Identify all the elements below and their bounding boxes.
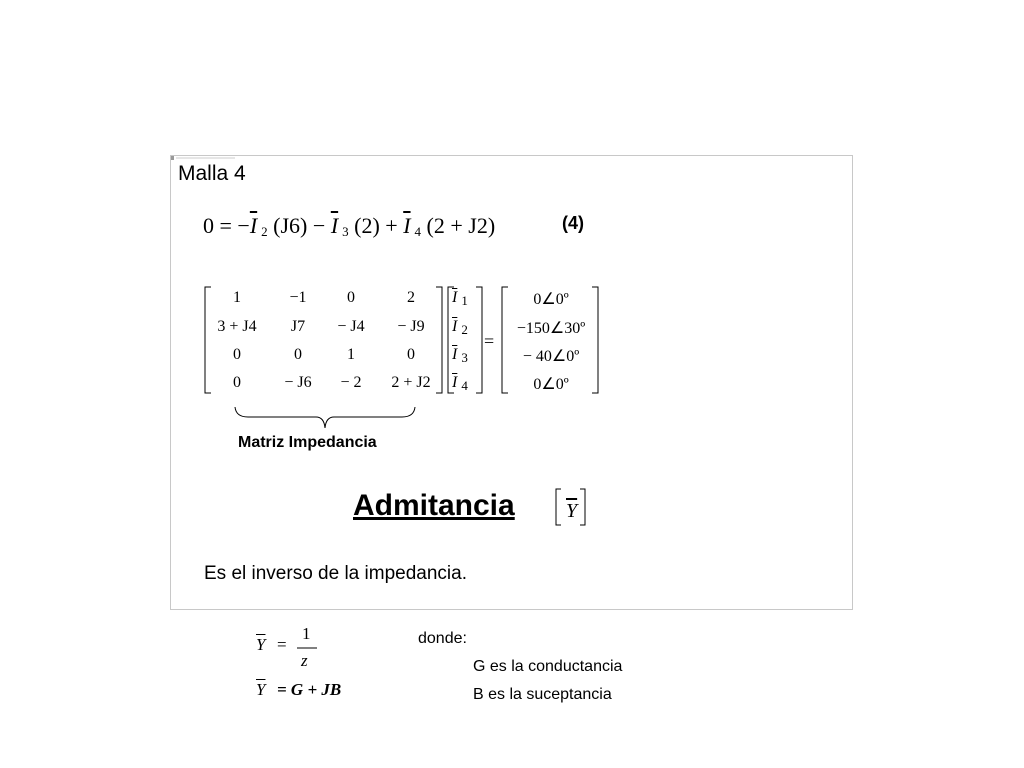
matrix-cell: J7 [290, 318, 306, 335]
eq-sub-2: 2 [261, 224, 268, 239]
matrix-cell: 0 [347, 289, 355, 306]
matrix-cell: 1 [347, 346, 355, 363]
formula-denominator: z [301, 651, 308, 670]
fraction-bar [297, 647, 317, 650]
admitancia-symbol: $\overline{Y}$ [566, 500, 578, 522]
matrix-cell: − J9 [397, 318, 425, 335]
vector-entry: $\overline{I}$ $_2$ [452, 318, 468, 337]
rhs-entry: −150∠30º [516, 320, 586, 337]
vector-entry: $\overline{I}$ $_4$ [452, 374, 468, 393]
matrix-label: Matriz Impedancia [238, 434, 377, 451]
matrix-cell: 0 [233, 374, 241, 391]
matrix-cell: 2 [407, 289, 415, 306]
formula-y: $\overline{Y}$ [256, 680, 266, 699]
eq-t1-sign: − [237, 213, 250, 238]
slide-title: Malla 4 [178, 162, 246, 185]
rhs-entry: 0∠0º [533, 376, 569, 393]
donde-label: donde: [418, 630, 467, 647]
admitancia-heading: Admitancia [353, 489, 515, 522]
underbrace [232, 404, 422, 432]
eq-t3-sign: + [385, 213, 398, 238]
eq-t2-sign: − [312, 213, 326, 238]
matrix-cell: −1 [289, 289, 307, 306]
eq-current-i2: $\overline{I}$ [249, 213, 258, 238]
mesh-equation [203, 213, 495, 240]
matrix-equals: = [484, 331, 495, 351]
formula-numerator: 1 [302, 624, 311, 643]
eq-coef-2: (2) [354, 213, 380, 238]
matrix-cell: 0 [233, 346, 241, 363]
formula-equals: = [277, 635, 287, 654]
note-susceptance: B es la suceptancia [473, 686, 612, 703]
eq-coef-1: (J6) [273, 213, 308, 238]
matrix-cell: 0 [407, 346, 415, 363]
rhs-entry: − 40∠0º [522, 348, 580, 365]
eq-coef-3: (2 + J2) [426, 213, 496, 238]
matrix-cell: − J6 [284, 374, 312, 391]
embedded-object-icon [171, 156, 235, 160]
formula-rhs: = G + JB [277, 680, 342, 699]
admitancia-description: Es el inverso de la impedancia. [204, 563, 467, 584]
equation-number: (4) [562, 213, 584, 233]
matrix-cell: 1 [233, 289, 241, 306]
matrix-cell: − 2 [340, 374, 362, 391]
vector-entry: $\overline{I}$ $_3$ [452, 346, 468, 365]
eq-sub-4: 4 [414, 224, 422, 239]
eq-sub-3: 3 [342, 224, 349, 239]
note-conductance: G es la conductancia [473, 658, 623, 675]
matrix-cell: − J4 [337, 318, 365, 335]
matrix-cell: 2 + J2 [391, 374, 431, 391]
matrix-cell: 0 [294, 346, 302, 363]
vector-entry: $\overline{I}$ $_1$ [452, 289, 468, 308]
eq-current-i4: $\overline{I}$ [403, 213, 411, 238]
matrix-cell: 3 + J4 [217, 318, 257, 335]
eq-lhs: 0 = [203, 213, 232, 238]
formula-y: $\overline{Y}$ [256, 635, 266, 654]
eq-current-i3: $\overline{I}$ [330, 213, 339, 238]
rhs-entry: 0∠0º [533, 291, 569, 308]
